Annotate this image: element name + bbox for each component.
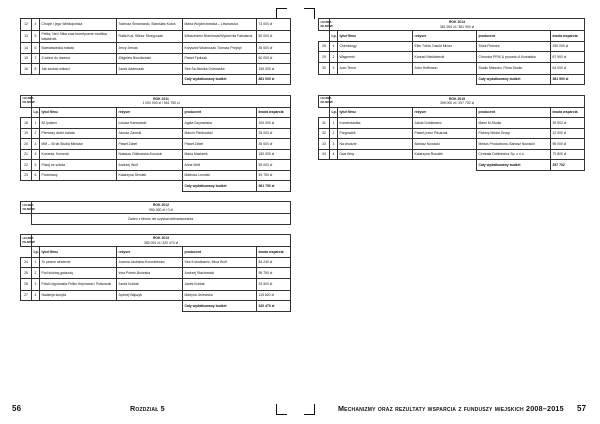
film-title: Feliks, Net i Nika oraz teoretycznie możliwa katastrofa [40,31,117,43]
col-producer: producent [183,247,257,258]
col-title: tytuł filmu [338,107,413,118]
total-row [21,301,291,312]
section-tag: LICZBA FILMÓW [21,95,32,107]
film-amount: 50 000 zł [257,31,291,43]
column-header-row [319,31,585,42]
section-year-budget [32,202,291,214]
film-producer: Medus Productions, Bartosz Nowacki [477,139,551,150]
film-title: Na chodzie [338,139,413,150]
row-number: 34 [319,149,330,160]
section-year-budget [330,19,585,31]
film-director: Joanna Jasińska-Koronkiewicz [117,257,183,268]
row-lp: 1 [32,257,40,268]
row-lp: 7 [32,53,40,64]
film-director: Artur Hoffmann [413,62,477,74]
row-number: 28 [319,41,330,52]
row-number: 15 [21,53,32,64]
row-lp: 8 [32,64,40,75]
film-producer: Agata Szymańska [183,118,257,129]
section-year: ROK 2012 [152,203,170,208]
film-director: Tadeusz Śmiarowski, Stanisław Kokot [117,19,183,31]
left-chapter-title: Rozdział 5 [130,404,165,413]
table-row [21,290,291,301]
col-amount: kwota wsparcia [551,31,585,42]
table-row [21,64,291,75]
film-title: 52 tydzień [40,118,117,129]
table-row [319,149,585,160]
table-row [21,160,291,171]
table-row [21,118,291,129]
film-amount: 55 000 zł [257,160,291,171]
row-number: 27 [21,290,32,301]
film-producer: Włodzimierz Niderhaus/Wytwórnia Fabularna [183,31,257,43]
table-row [319,62,585,74]
section-note: Żaden z filmów nie uzyskał dofinansowania. [32,214,291,225]
film-title: Jak szukać miłosci [40,64,117,75]
film-amount: 35 000 zł [257,43,291,54]
film-amount: 150 000 zł [257,149,291,160]
film-amount: 34 500 zł [257,278,291,290]
row-number: 30 [319,62,330,74]
table-row [21,268,291,279]
row-lp: 3 [32,139,40,150]
total-label: Cały wydatkowany budżet [477,160,551,171]
section-header [21,95,291,107]
film-amount: 64 000 zł [551,62,585,74]
crop-mark [304,8,315,19]
film-amount: 35 000 zł [257,139,291,150]
row-number: 33 [319,139,330,150]
film-amount: 115 620 zł [257,290,291,301]
film-amount: 84 240 zł [257,257,291,268]
film-director: Rafał Kuś, Wiktor Skrzypczak [117,31,183,43]
row-lp: 3 [32,278,40,290]
col-director: reżyser [413,107,477,118]
film-producer: Jacek Kubiak [183,278,257,290]
col-amount: kwota wsparcia [257,247,291,258]
film-title: Dwa filmy [338,149,413,160]
row-number: 20 [21,139,32,150]
section-year-budget [32,235,291,247]
film-producer: Anna Wolf [183,160,257,171]
film-title: Komeda, Komeda [40,149,117,160]
film-producer: Chronica PRIX & procedu A Kowalska [477,52,551,63]
total-amount: 881 000 zł [257,74,291,85]
col-lp: Lp. [32,107,40,118]
row-number: 25 [21,268,32,279]
film-director: Zbigniew Borcikowski [117,53,183,64]
film-amount: 100 000 zł [257,118,291,129]
section-tag: LICZBA FILMÓW [21,235,32,247]
right-page-number: 57 [577,404,587,413]
film-director: Paweł Zabel [117,139,183,150]
row-number: 14 [21,43,32,54]
film-producer: Paweł Zabel [183,139,257,150]
col-lp: Lp. [330,107,338,118]
section-header [319,95,585,107]
col-lp: Lp. [330,31,338,42]
col-director: reżyser [117,107,183,118]
film-title: Z dzieci do drzewa [40,53,117,64]
row-lp: 1 [32,118,40,129]
film-title: Przemiany [40,170,117,181]
film-title: MM – 40 lat Studia Miniatur [40,139,117,150]
section-budget: 395 000 zł / 297 702 zł [439,101,475,105]
film-producer: Paweł Fędrzak [183,53,257,64]
film-producer: Mami M-Studio [477,118,551,129]
row-number: 26 [21,278,32,290]
film-title: To pewne wrażenie [40,257,117,268]
row-number: 19 [21,128,32,139]
section-year: ROK 2011 [153,96,169,101]
col-title: tytuł filmu [40,247,117,258]
film-producer: Martyna Jeżewska [183,290,257,301]
film-amount: 67 900 zł [551,52,585,63]
row-lp: 1 [330,41,338,52]
section-header [21,202,291,214]
row-number: 12 [21,19,32,31]
film-director: Elek Tóbla, Dawid Mrozo [413,41,477,52]
row-number: 21 [21,149,32,160]
table-row [319,118,585,129]
total-row [21,181,291,192]
total-row [319,160,585,171]
row-lp: 1 [330,118,338,129]
film-title: Pod siódmą gwiazdą [40,268,117,279]
row-lp: 5 [32,31,40,43]
film-director: Irina Potrek-Browska [117,268,183,279]
total-amount: 961 750 zł [257,181,291,192]
table-row [21,170,291,181]
col-title: tytuł filmu [40,107,117,118]
section-budget: 381 900 zł / 381 900 zł [439,24,475,29]
row-lp: 6 [32,43,40,54]
row-lp: 4 [32,19,40,31]
film-title: Chemology [338,41,413,52]
row-number: 18 [21,118,32,129]
section-year: ROK 2014 [448,20,466,25]
crop-mark [276,8,287,19]
films-table-2014-2015 [318,18,585,171]
film-producer: Centrala Dobkiewicz Sp. z o.o. [477,149,551,160]
film-amount: 250 000 zł [551,41,585,52]
total-label: Cały wydatkowany budżet [477,74,551,85]
col-producer: producent [477,107,551,118]
column-header-row [21,247,291,258]
film-title: Wagnerek [338,52,413,63]
table-row [21,128,291,139]
film-producer: Fishery Media Group [477,128,551,139]
film-amount: 25 000 zł [257,128,291,139]
film-director: Jędrzej Bajszyk [117,290,183,301]
film-producer: Maria Wojciechowska – Litwinowicz [183,19,257,31]
col-title: tytuł filmu [338,31,413,42]
right-running-title: Mechanizmy oraz rezultaty wsparcia z funduszy miejskich 2008–2015 [338,404,564,413]
film-amount: 150 000 zł [257,64,291,75]
crop-mark [276,404,287,415]
row-lp: 5 [32,160,40,171]
total-label: Cały wydatkowany budżet [183,181,257,192]
col-director: reżyser [117,247,183,258]
section-budget: 950 000 zł / 0 zł [149,207,173,212]
row-lp: 2 [32,128,40,139]
row-lp: 2 [330,128,338,139]
film-title: Chopin i jego Wielkopolska [40,19,117,31]
right-page [318,18,584,171]
table-row [319,128,585,139]
film-director: Andrzej Wolf [117,160,183,171]
film-producer: Mateusz Leońskí [183,170,257,181]
total-row [319,74,585,85]
film-producer: Maria Maziarek [183,149,257,160]
row-lp: 2 [32,268,40,279]
left-page [20,18,290,312]
section-tag: LICZBA FILMÓW [319,95,330,107]
col-amount: kwota wsparcia [551,107,585,118]
row-lp: 4 [32,149,40,160]
film-amount: 39 902 zł [551,118,585,129]
total-amount: 297 702 [551,160,585,171]
total-row [21,74,291,85]
film-director: Bartosz Nowacki [413,139,477,150]
section-year: ROK 2013 [152,236,170,241]
section-year: ROK 2015 [448,96,466,101]
row-number: 24 [21,257,32,268]
row-number: 13 [21,31,32,43]
row-number: 16 [21,64,32,75]
section-tag: LICZBA FILMÓW [319,19,330,31]
film-amount: 22 000 zł [551,128,585,139]
row-lp: 4 [32,290,40,301]
table-row [21,31,291,43]
film-amount: 73 000 zł [257,19,291,31]
row-lp: 2 [330,52,338,63]
section-header [21,235,291,247]
film-director: Paweł przez Pikuszak [413,128,477,139]
film-director: Natasza Ziółkowska-Kurczuk [117,149,183,160]
col-lp: Lp. [32,247,40,258]
section-note-row [21,214,291,225]
film-director: Konrad Niedźwiecki [413,52,477,63]
row-number: 29 [319,52,330,63]
total-label: Cały wydatkowany budżet [183,301,257,312]
film-producer: Krzysztof Wodniczak, Tomasz Przybył [183,43,257,54]
film-title: Auto Terror [338,62,413,74]
col-producer: producent [183,107,257,118]
table-row [21,149,291,160]
total-amount: 381 900 zł [551,74,585,85]
film-producer: Andrzej Stachowski [183,268,257,279]
section-tag: LICZBA FILMÓW [21,202,32,214]
section-budget: 1 000 000 zł / 961 750 zł [142,101,180,105]
column-header-row [21,107,291,118]
film-director: Katarzyna Rosołek [413,149,477,160]
row-number: 22 [21,160,32,171]
total-label: Cały wydatkowany budżet [183,74,257,85]
section-header [319,19,585,31]
film-title: Pokój ze szkoła [40,160,117,171]
table-row [319,52,585,63]
row-lp: 3 [330,139,338,150]
film-director: Jerzy Jernas [117,43,183,54]
film-director: Katarzyna Sendek [117,170,183,181]
section-year-budget [32,95,291,107]
film-title: Komendantka [338,118,413,129]
film-director: Łukasz Karwowski [117,118,183,129]
film-title: Bolesławiecka miasta [40,43,117,54]
film-director: Jakub Dobkiewicz [413,118,477,129]
table-row [21,53,291,64]
film-director: Janusz Zaorski [117,128,183,139]
row-lp: 4 [330,149,338,160]
row-lp: 3 [330,62,338,74]
column-header-row [319,107,585,118]
film-amount: 96 000 zł [551,139,585,150]
films-table-2010-continued [20,18,291,312]
table-row [21,19,291,31]
table-row [21,257,291,268]
total-amount: 320 470 zł [257,301,291,312]
table-row [21,139,291,150]
col-amount: kwota wsparcia [257,107,291,118]
crop-mark [304,404,315,415]
row-number: 32 [319,128,330,139]
table-row [21,43,291,54]
section-year-budget [330,95,585,107]
film-title: Przypadek [338,128,413,139]
col-director: reżyser [413,31,477,42]
film-title: Pierwszy dzień świata [40,128,117,139]
col-producer: producent [477,31,551,42]
film-title: Polski dyplomata Feliks Hejnowski i Pułkownik [40,278,117,290]
film-amount: 79 800 zł [551,149,585,160]
film-producer: Studio Mieszko, Filma Studio [477,62,551,74]
table-row [319,139,585,150]
film-amount: 49 750 zł [257,170,291,181]
film-amount: 60 000 zł [257,53,291,64]
row-number: 23 [21,170,32,181]
film-producer: Marcin Pieńkowski [183,128,257,139]
film-director: Jacek Kubiak [117,278,183,290]
row-lp: 6 [32,170,40,181]
section-budget: 380 000 zł / 320 470 zł [143,240,179,245]
film-producer: Sea Sa Monika Ostrowska [183,64,257,75]
table-row [319,41,585,52]
film-producer: Sea 5 studioanio, Mina Wolf [183,257,257,268]
film-director: Jacek Adamczak [117,64,183,75]
film-title: Nadzieja służyła [40,290,117,301]
row-number: 31 [319,118,330,129]
film-amount: 95 750 zł [257,268,291,279]
left-page-number: 56 [12,404,22,413]
film-producer: Stunt Pictures [477,41,551,52]
table-row [21,278,291,290]
